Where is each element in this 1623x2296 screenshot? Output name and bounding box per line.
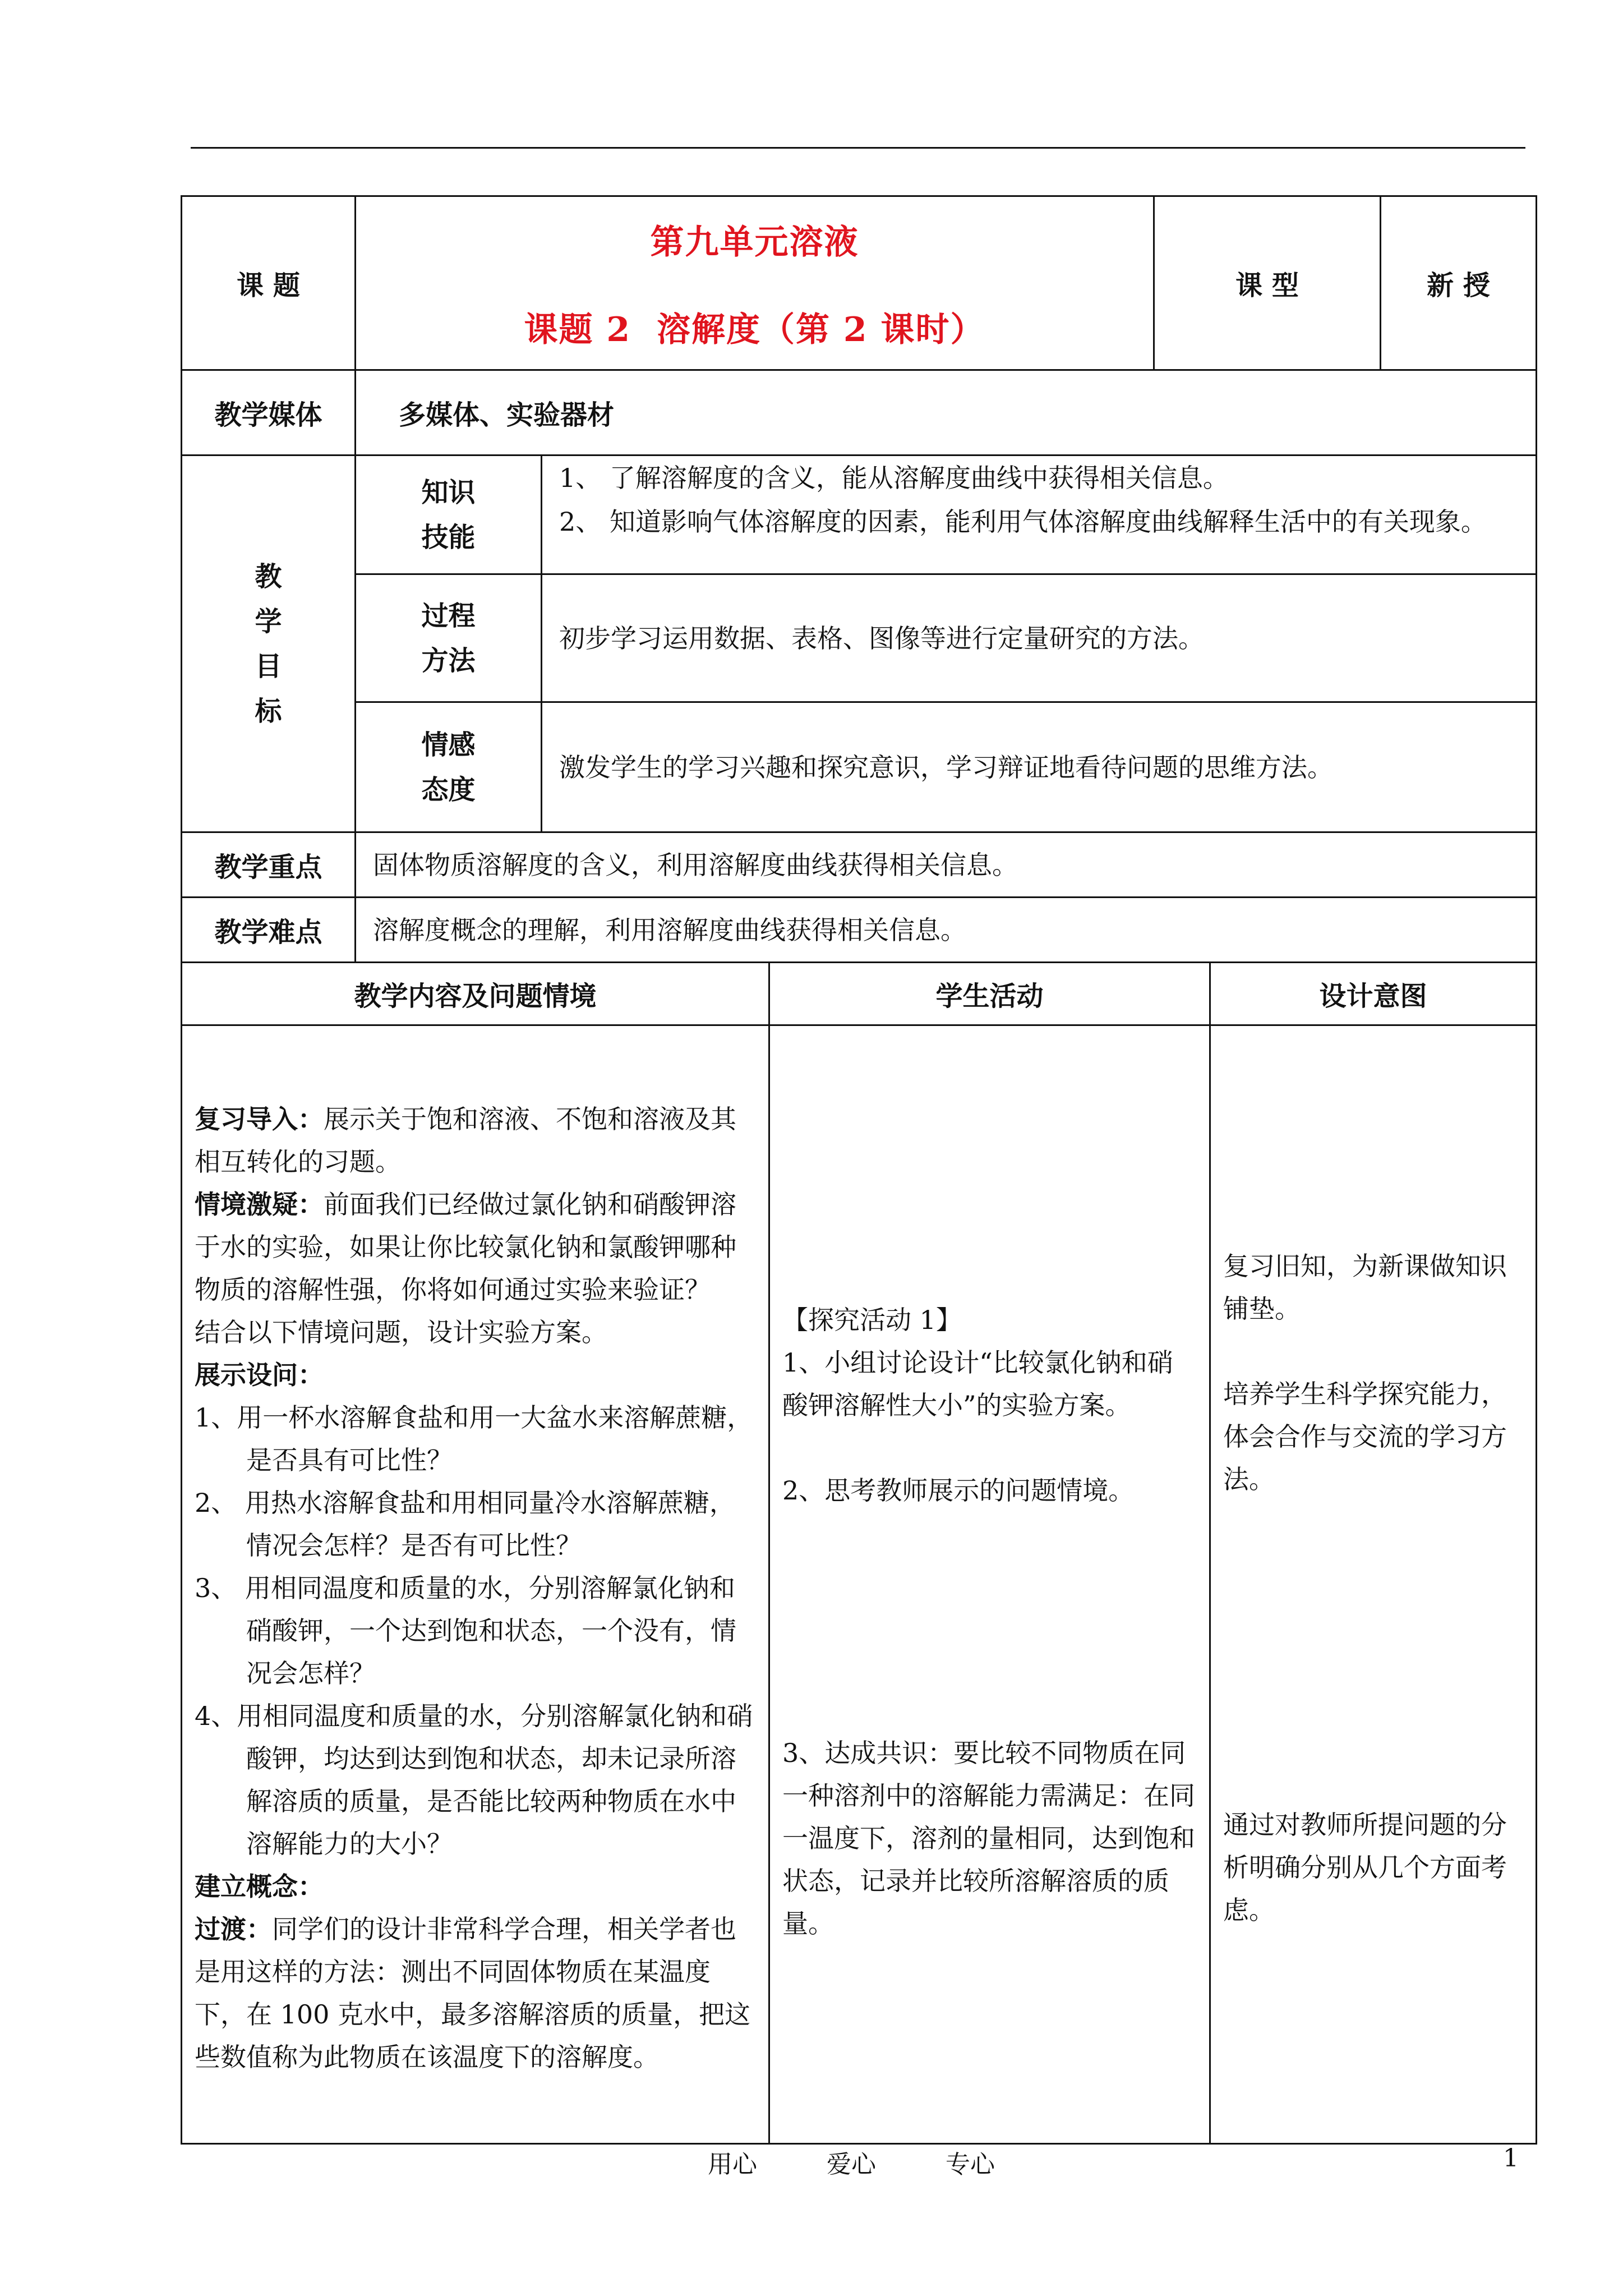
content-table xyxy=(181,961,1537,2145)
review-paragraph xyxy=(195,1098,756,1183)
type-value: 新 授 xyxy=(1381,196,1537,370)
intent-item-3: 通过对教师所提问题的分析明确分别从几个方面考虑。 xyxy=(1223,1809,1507,1925)
transition-text: 同学们的设计非常科学合理，相关学者也是用这样的方法：测出不同固体物质在某温度下，在 100 克水中，最多溶解溶质的质量，把这些数值称为此物质在该温度下的溶解度。 xyxy=(195,1913,751,2072)
type-label: 课 型 xyxy=(1154,196,1381,370)
design-intent xyxy=(1210,1025,1537,2144)
footer-word: 专心 xyxy=(946,2150,995,2179)
footer-word: 用心 xyxy=(708,2150,757,2179)
goals-label xyxy=(182,455,356,832)
lesson-title: 课题 2 溶解度（第 2 课时） xyxy=(524,310,985,349)
activity-item-3: 3、达成共识：要比较不同物质在同一种溶剂中的溶解能力需满足：在同一温度下，溶剂的量相同，达到饱和状态，记录并比较所溶解溶质的质量。 xyxy=(782,1737,1195,1939)
teaching-content xyxy=(182,1025,769,2144)
process-label xyxy=(356,574,542,702)
question-2: 2、 用热水溶解食盐和用相同量冷水溶解蔗糖，情况会怎样？是否有可比性？ xyxy=(195,1487,735,1561)
knowledge-goal-1: 1、 了解溶解度的含义，能从溶解度曲线中获得相关信息。 xyxy=(559,463,1229,493)
scene-paragraph xyxy=(195,1183,756,1311)
scene-label: 情境激疑： xyxy=(195,1189,324,1220)
spacer xyxy=(1223,1330,1523,1373)
question-4: 4、用相同温度和质量的水，分别溶解氯化钠和硝酸钾，均达到达到饱和状态，却未记录所溶解溶质的质量，是否能比较两种物质在水中溶解能力的大小？ xyxy=(195,1700,753,1859)
spacer xyxy=(1223,1501,1523,1803)
key-point-label: 教学重点 xyxy=(182,832,356,898)
spacer xyxy=(782,1274,1197,1299)
process-label-2: 方法 xyxy=(421,645,476,677)
scene-text: 前面我们已经做过氯化钠和硝酸钾溶于水的实验，如果让你比较氯化钠和氯酸钾哪种物质的溶解性强，你将如何通过实验来验证？ xyxy=(195,1189,736,1305)
key-point-text: 固体物质溶解度的含义，利用溶解度曲线获得相关信息。 xyxy=(356,832,1537,898)
activity-title: 【探究活动 1】 xyxy=(782,1304,962,1335)
column-header-intent: 设计意图 xyxy=(1210,963,1537,1025)
process-goal: 初步学习运用数据、表格、图像等进行定量研究的方法。 xyxy=(542,574,1537,702)
header-rule xyxy=(191,147,1525,149)
media-value: 多媒体、实验器材 xyxy=(356,370,1537,455)
course-title-cell xyxy=(356,196,1154,370)
knowledge-goal-2: 2、 知道影响气体溶解度的因素，能利用气体溶解度曲线解释生活中的有关现象。 xyxy=(559,507,1487,537)
course-label: 课 题 xyxy=(182,196,356,370)
goals-label-char: 学 xyxy=(255,605,282,637)
media-label: 教学媒体 xyxy=(182,370,356,455)
info-table xyxy=(181,195,1537,456)
difficulty-label: 教学难点 xyxy=(182,898,356,963)
review-text: 展示关于饱和溶液、不饱和溶液及其相互转化的习题。 xyxy=(195,1103,736,1177)
spacer xyxy=(782,1427,1197,1469)
unit-title: 第九单元溶液 xyxy=(650,222,859,262)
transition-paragraph xyxy=(195,1908,756,2078)
intent-item-2: 培养学生科学探究能力，体会合作与交流的学习方法。 xyxy=(1223,1378,1507,1494)
goals-table xyxy=(181,454,1537,833)
question-1: 1、用一杯水溶解食盐和用一大盆水来溶解蔗糖，是否具有可比性？ xyxy=(195,1402,753,1475)
difficulty-text: 溶解度概念的理解，利用溶解度曲线获得相关信息。 xyxy=(356,898,1537,963)
question-label: 展示设问： xyxy=(195,1359,324,1390)
spacer xyxy=(782,1231,1197,1274)
spacer xyxy=(782,1512,1197,1732)
column-header-content: 教学内容及问题情境 xyxy=(182,963,769,1025)
lesson-plan-table xyxy=(181,195,1536,2145)
question-3: 3、 用相同温度和质量的水，分别溶解氯化钠和硝酸钾，一个达到饱和状态，一个没有，情况会怎样？ xyxy=(195,1572,736,1688)
combine-text: 结合以下情境问题，设计实验方案。 xyxy=(195,1317,607,1347)
knowledge-label-1: 知识 xyxy=(421,476,476,508)
goals-label-char: 目 xyxy=(255,650,282,682)
emotion-label-1: 情感 xyxy=(421,729,476,761)
footer-motto xyxy=(708,2144,1057,2180)
focus-table xyxy=(181,831,1537,963)
goals-label-char: 教 xyxy=(255,560,282,592)
goals-label-char: 标 xyxy=(255,695,282,727)
emotion-goal: 激发学生的学习兴趣和探究意识，学习辩证地看待问题的思维方法。 xyxy=(542,702,1537,832)
review-label: 复习导入： xyxy=(195,1103,324,1134)
emotion-label-2: 态度 xyxy=(421,774,476,806)
transition-label: 过渡： xyxy=(195,1913,272,1944)
student-activity xyxy=(769,1025,1210,2144)
process-label-1: 过程 xyxy=(421,600,476,632)
activity-item-2: 2、思考教师展示的问题情境。 xyxy=(782,1475,1135,1506)
emotion-label xyxy=(356,702,542,832)
knowledge-goals xyxy=(542,455,1537,574)
knowledge-label-2: 技能 xyxy=(421,521,476,553)
footer-word: 爱心 xyxy=(827,2150,876,2179)
page-number: 1 xyxy=(1503,2144,1519,2173)
activity-item-1: 1、小组讨论设计“比较氯化钠和硝酸钾溶解性大小”的实验方案。 xyxy=(782,1347,1173,1420)
concept-label: 建立概念： xyxy=(195,1871,324,1902)
column-header-activity: 学生活动 xyxy=(769,963,1210,1025)
knowledge-label xyxy=(356,455,542,574)
intent-item-1: 复习旧知，为新课做知识铺垫。 xyxy=(1223,1250,1507,1324)
